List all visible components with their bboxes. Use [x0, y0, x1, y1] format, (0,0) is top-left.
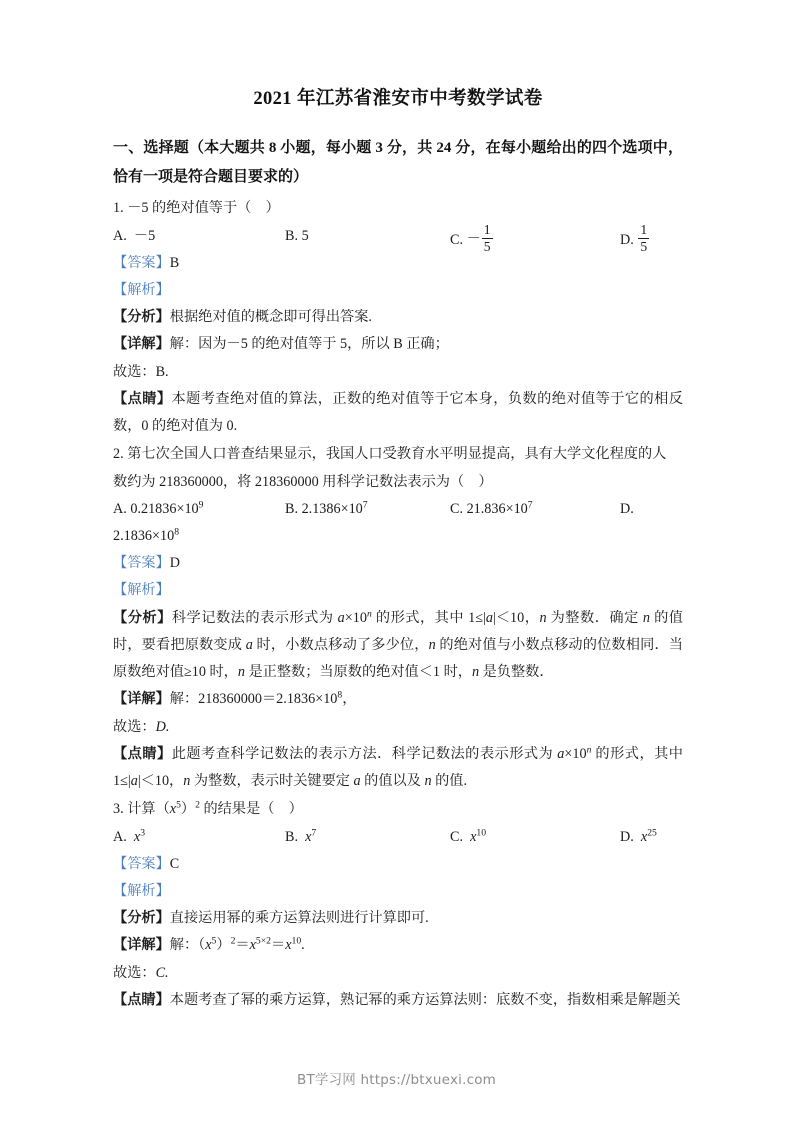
question-1-guxuan-prefix: 故选： [113, 363, 156, 380]
q2-fenxi-p10: 是负整数． [479, 664, 554, 681]
option-1-b-value: 5 [301, 227, 309, 244]
option-2-a-exponent: 9 [198, 499, 204, 511]
xiangjie-tag: 【详解】 [113, 336, 170, 353]
option-1-a-value: －5 [133, 227, 156, 244]
option-1-d-numerator: 1 [638, 223, 649, 239]
question-1-guxuan-value: B. [155, 363, 169, 380]
question-1-xiangjie [113, 331, 683, 358]
question-2-analysis-tag-row [113, 577, 683, 604]
question-2-stem-line2 [113, 469, 683, 496]
option-3-c-var: x [470, 828, 477, 845]
question-1-stem-prefix: 1. －5 的绝对值等于（ [113, 200, 252, 217]
option-1-c-fraction [482, 223, 493, 255]
xiangjie-tag: 【详解】 [113, 691, 170, 708]
option-1-a[interactable] [113, 223, 155, 250]
q2-dianjing-p3: 的形式，其中 1≤| [113, 745, 683, 790]
q3-xiangjie-exp3: 5×2 [255, 935, 271, 947]
option-1-d-denominator: 5 [640, 238, 648, 254]
question-1-answer-value: B [169, 254, 180, 271]
q3-stem-var: x [169, 801, 177, 818]
q2-fenxi-var-a2: a [485, 609, 493, 626]
option-1-b-label: B. [285, 227, 299, 244]
q2-dianjing-exp-n: n [586, 744, 592, 756]
option-3-b-var: x [305, 828, 312, 845]
dianjing-tag: 【点睛】 [113, 745, 172, 762]
question-3-options [113, 824, 683, 851]
q2-fenxi-p1: 科学记数法的表示形式为 [171, 609, 338, 626]
q3-xiangjie-eq1: ＝ [235, 937, 250, 954]
q2-fenxi-var-n5: n [471, 664, 480, 681]
document-content [113, 86, 683, 1014]
question-1-xiangjie-text: 解：因为－5 的绝对值等于 5，所以 B 正确； [169, 336, 449, 353]
fenxi-tag: 【分析】 [113, 910, 170, 927]
q3-xiangjie-prefix: 解：（ [169, 937, 206, 954]
question-1-fenxi-text: 根据绝对值的概念即可得出答案. [169, 309, 372, 326]
q2-dianjing-var-a2: a [130, 773, 138, 790]
q2-fenxi-p3: 的形式，其中 1≤| [371, 609, 486, 626]
question-1-dianjing [113, 386, 683, 441]
q2-fenxi-var-n2: n [642, 609, 650, 626]
question-3-stem [113, 796, 683, 823]
q2-fenxi-p5: 为整数．确定 [546, 609, 643, 626]
q3-xiangjie-exp2: 2 [230, 935, 236, 947]
question-2-stem-prefix: 数约为 218360000，将 218360000 用科学记数法表示为（ [113, 473, 465, 490]
question-3-fenxi [113, 905, 683, 932]
q2-fenxi-p2: ×10 [344, 609, 367, 626]
option-3-c-exp: 10 [476, 826, 487, 838]
q3-stem-mid: ） [180, 801, 196, 818]
option-2-b-exponent: 7 [362, 499, 368, 511]
q2-dianjing-p7: 的值. [431, 773, 468, 790]
q2-dianjing-var-n2: n [424, 773, 432, 790]
q2-fenxi-var-n3: n [428, 636, 436, 653]
option-1-c-label: C. [450, 231, 464, 248]
q3-xiangjie-eq2: ＝ [271, 937, 286, 954]
answer-tag: 【答案】 [113, 555, 170, 571]
answer-tag: 【答案】 [113, 254, 170, 271]
question-2-dianjing [113, 741, 683, 796]
option-2-a-mantissa: 0.21836×10 [130, 501, 199, 517]
option-3-d-var: x [640, 828, 648, 845]
q2-guxuan-prefix: 故选： [113, 718, 156, 735]
question-2-guxuan [113, 714, 683, 741]
q2-fenxi-var-a: a [337, 609, 345, 626]
analysis-tag: 【解析】 [113, 582, 170, 599]
fenxi-tag: 【分析】 [113, 309, 170, 326]
option-2-c-label: C. [450, 501, 464, 517]
option-1-b[interactable] [285, 223, 309, 250]
question-3-answer-value: C [169, 855, 180, 872]
q2-dianjing-var-n: n [183, 773, 191, 790]
option-3-b[interactable] [285, 824, 316, 851]
option-3-c-label: C. [450, 828, 464, 845]
question-3-dianjing [113, 987, 683, 1014]
question-3-analysis-tag-row [113, 878, 683, 905]
option-3-d-exp: 25 [647, 826, 657, 838]
option-1-d-label: D. [620, 231, 634, 248]
answer-tag: 【答案】 [113, 855, 170, 872]
q2-xiangjie-prefix: 解：218360000＝2.1836×10 [169, 691, 338, 708]
q2-fenxi-var-n: n [539, 609, 547, 626]
question-1-stem [113, 195, 683, 222]
option-2-d-label-part[interactable] [620, 496, 634, 523]
option-2-d-exponent: 8 [174, 526, 180, 538]
option-2-d-mantissa: 2.1836×10 [113, 528, 175, 544]
q2-fenxi-var-n4: n [237, 664, 245, 681]
question-1-answer [113, 250, 683, 277]
q3-xiangjie-suffix: . [301, 937, 305, 954]
question-3-xiangjie [113, 932, 683, 959]
question-2-stem-suffix: ） [478, 473, 493, 490]
q3-xiangjie-exp1: 5 [211, 935, 217, 947]
question-2-options [113, 496, 683, 550]
option-2-c[interactable] [450, 496, 533, 523]
q3-xiangjie-exp4: 10 [291, 935, 302, 947]
q3-xiangjie-var3: x [285, 937, 292, 954]
q2-fenxi-p7: 时，小数点移动了多少位， [252, 636, 429, 653]
question-1-options [113, 221, 683, 254]
question-2-stem-line1: 2. 第七次全国人口普查结果显示，我国人口受教育水平明显提高，具有大学文化程度的人 [113, 446, 667, 463]
option-3-d-label: D. [620, 828, 634, 845]
option-3-a-exp: 3 [140, 826, 146, 838]
footer-watermark: BT学习网 https://btxuexi.com [296, 1072, 497, 1088]
option-2-d-value-part[interactable] [113, 523, 179, 550]
q2-dianjing-p4: |＜10， [137, 773, 184, 790]
q2-dianjing-p5: 为整数，表示时关键要定 [190, 773, 354, 790]
analysis-tag: 【解析】 [113, 882, 170, 899]
q3-stem-suffix: ） [288, 801, 303, 818]
question-3-guxuan [113, 960, 683, 987]
option-2-b[interactable] [285, 496, 368, 523]
section-heading: 一、选择题（本大题共 8 小题，每小题 3 分，共 24 分，在每小题给出的四个选项中，恰有一项是符合题目要求的） [113, 139, 683, 185]
q2-dianjing-p6: 的值以及 [360, 773, 425, 790]
xiangjie-tag: 【详解】 [113, 937, 170, 954]
option-2-a[interactable] [113, 496, 203, 523]
question-2-answer [113, 550, 683, 577]
dianjing-tag: 【点睛】 [113, 390, 172, 407]
q3-guxuan-value: C. [155, 964, 169, 981]
q2-guxuan-value: D. [155, 718, 170, 735]
question-2-xiangjie [113, 686, 683, 713]
q3-guxuan-prefix: 故选： [113, 964, 156, 981]
q3-stem-prefix: 3. 计算（ [113, 801, 170, 818]
q2-fenxi-p6: 的值时，要看把原数变成 [113, 609, 683, 653]
option-2-b-mantissa: 2.1386×10 [301, 501, 363, 517]
option-1-a-label: A. [113, 227, 127, 244]
question-3-answer [113, 851, 683, 878]
option-3-a-var: x [133, 828, 141, 845]
dianjing-tag: 【点睛】 [113, 991, 170, 1008]
q2-xiangjie-exp: 8 [337, 689, 343, 701]
question-2-fenxi [113, 605, 683, 687]
q2-fenxi-p4: |＜10， [492, 609, 540, 626]
q2-dianjing-var-a: a [557, 745, 565, 762]
option-2-d-label: D. [620, 501, 634, 517]
fenxi-tag: 【分析】 [113, 609, 172, 626]
q3-xiangjie-var2: x [249, 937, 256, 954]
q3-stem-exp2: 2 [195, 799, 200, 811]
option-1-c-denominator: 5 [483, 238, 491, 254]
q3-stem-mid2: 的结果是（ [199, 801, 275, 818]
question-1-dianjing-text: 本题考查绝对值的算法，正数的绝对值等于它本身，负数的绝对值等于它的相反数，0 的绝对值为 0. [113, 390, 683, 435]
q3-xiangjie-var1: x [205, 937, 212, 954]
option-1-c-sign: － [466, 231, 481, 248]
question-1-fenxi [113, 304, 683, 331]
question-3-fenxi-text: 直接运用幂的乘方运算法则进行计算即可. [169, 910, 429, 927]
option-3-b-label: B. [285, 828, 299, 845]
option-3-b-exp: 7 [311, 826, 317, 838]
option-2-b-label: B. [285, 501, 299, 517]
option-2-c-exponent: 7 [527, 499, 533, 511]
option-2-a-label: A. [113, 501, 127, 517]
option-1-d[interactable] [620, 223, 650, 255]
q2-fenxi-p9: 是正整数；当原数的绝对值＜1 时， [244, 664, 472, 681]
q2-fenxi-p8: 的绝对值与小数点移动的位数相同．当原数绝对值≥10 时， [113, 636, 683, 681]
q2-dianjing-p2: ×10 [564, 745, 587, 762]
question-1-guxuan [113, 359, 683, 386]
q2-fenxi-var-a3: a [245, 636, 253, 653]
q2-fenxi-exp-n: n [366, 607, 372, 619]
question-1-analysis-tag-row [113, 277, 683, 304]
question-2-answer-value: D [169, 555, 181, 571]
option-3-a-label: A. [113, 828, 127, 845]
option-3-d[interactable] [620, 824, 657, 851]
q2-dianjing-var-a3: a [353, 773, 361, 790]
option-1-d-fraction [638, 223, 649, 255]
q2-xiangjie-suffix: ， [342, 691, 357, 708]
question-3-dianjing-text: 本题考查了幂的乘方运算，熟记幂的乘方运算法则：底数不变，指数相乘是解题关 [169, 991, 681, 1008]
q3-stem-exp: 5 [176, 799, 181, 811]
q2-dianjing-p1: 此题考查科学记数法的表示方法．科学记数法的表示形式为 [171, 745, 558, 762]
question-1-stem-suffix: ） [265, 200, 280, 217]
option-2-c-mantissa: 21.836×10 [466, 501, 528, 517]
option-3-c[interactable] [450, 824, 486, 851]
option-3-a[interactable] [113, 824, 145, 851]
option-1-c[interactable] [450, 223, 494, 255]
option-1-c-numerator: 1 [482, 223, 493, 239]
q3-xiangjie-mid1: ） [216, 937, 231, 954]
analysis-tag: 【解析】 [113, 281, 170, 298]
page-title: 2021 年江苏省淮安市中考数学试卷 [253, 89, 543, 109]
